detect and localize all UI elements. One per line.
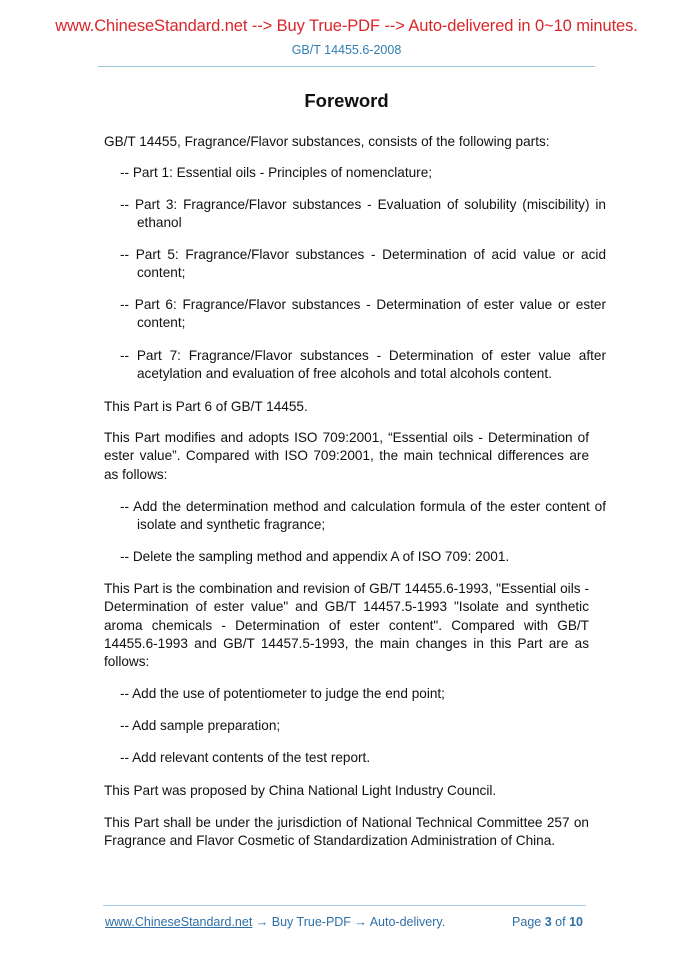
- difference-list-item: -- Add the determination method and calculation formula of the ester content of isolate and synthetic fragrance;: [120, 499, 606, 533]
- combination-paragraph: This Part is the combination and revision of GB/T 14455.6-1993, "Essential oils - Determination of ester value" and GB/T 14457.5-1993 "Isolate and synthetic aroma chemicals - Determination of ester content". Compared with GB/T 14455.6-1993 and GB/T 14457.5-1993, the main changes in this Part are as follows:: [104, 581, 589, 670]
- jurisdiction-paragraph: This Part shall be under the jurisdiction of National Technical Committee 257 on Fragrance and Flavor Cosmetic of Standardization Administration of China.: [104, 815, 589, 849]
- part-list-item: -- Part 6: Fragrance/Flavor substances - Determination of ester value or ester content;: [120, 297, 606, 331]
- footer-tagline: → Buy True-PDF → Auto-delivery.: [252, 915, 446, 929]
- current-page-number: 3: [544, 915, 552, 929]
- promo-banner: www.ChineseStandard.net --> Buy True-PDF --> Auto-delivered in 0~10 minutes.: [55, 17, 638, 35]
- modifies-paragraph: This Part modifies and adopts ISO 709:2001, “Essential oils - Determination of ester value”. Compared with ISO 709:2001, the main technical differences are as follows:: [104, 430, 589, 482]
- change-list-item: -- Add relevant contents of the test report.: [120, 750, 371, 765]
- part-list-item: -- Part 3: Fragrance/Flavor substances - Evaluation of solubility (miscibility) in ethanol: [120, 197, 606, 231]
- page-title: Foreword: [304, 90, 389, 111]
- standard-code: GB/T 14455.6-2008: [291, 43, 402, 57]
- header-divider: [98, 66, 595, 67]
- this-part-paragraph: This Part is Part 6 of GB/T 14455.: [104, 399, 308, 414]
- total-page-count: 10: [569, 915, 583, 929]
- page-indicator: [512, 915, 583, 929]
- part-list-item: -- Part 5: Fragrance/Flavor substances - Determination of acid value or acid content;: [120, 247, 606, 281]
- proposed-by-paragraph: This Part was proposed by China National Light Industry Council.: [104, 783, 497, 798]
- difference-list-item: -- Delete the sampling method and appendix A of ISO 709: 2001.: [120, 549, 510, 564]
- website-link[interactable]: www.ChineseStandard.net: [105, 915, 253, 929]
- change-list-item: -- Add the use of potentiometer to judge the end point;: [120, 686, 445, 701]
- footer-divider: [103, 905, 586, 906]
- part-list-item: -- Part 1: Essential oils - Principles of nomenclature;: [120, 165, 433, 180]
- page-label: Page: [512, 915, 542, 929]
- of-label: of: [555, 915, 566, 929]
- change-list-item: -- Add sample preparation;: [120, 718, 281, 733]
- page-footer: [105, 915, 585, 929]
- intro-paragraph: GB/T 14455, Fragrance/Flavor substances, consists of the following parts:: [104, 134, 550, 149]
- part-list-item: -- Part 7: Fragrance/Flavor substances - Determination of ester value after acetylation and evaluation of free alcohols and total alcohols content.: [120, 348, 606, 382]
